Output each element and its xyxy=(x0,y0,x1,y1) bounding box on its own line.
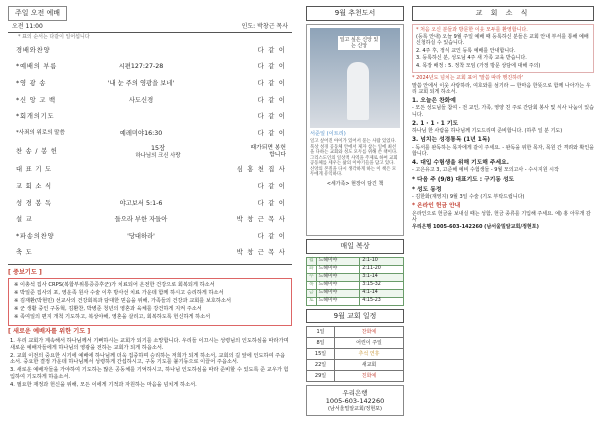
divider xyxy=(8,264,292,265)
schedule-table xyxy=(306,326,404,382)
news-line: * 처음 오신 분들과 방문한 이웃 모두를 환영합니다. xyxy=(416,26,528,33)
order-person: 때가되면 봉헌 합니다 xyxy=(250,144,286,159)
order-label: 경배와찬양 xyxy=(16,46,51,54)
table-row xyxy=(307,338,404,349)
order-label: *신 앙 고 백 xyxy=(16,96,56,104)
order-label: *영 광 송 xyxy=(16,80,47,88)
schedule-date: 15일 xyxy=(307,349,335,360)
order-person: 박 창 근 목 사 xyxy=(236,249,286,257)
reading-ref: 2:11-20 xyxy=(360,265,404,273)
welcome-item: 3. 새로운 예배자들을 가야하여 기도하는 많은 공동체를 기억하시고, 하나님 인도하심을 따라 준비할 수 있도록 준 교우가 힘입하여 기도하게 하옵소서. xyxy=(10,367,289,380)
order-detail: 시편127:27-28 xyxy=(118,63,164,71)
reading-day: 토 xyxy=(307,297,317,305)
prayer-item: ※ 박일준 집사의 포, 영운족 원사 수술 이후 방사선 치료 가운데 함께 하시고 승리하게 하소서 xyxy=(14,290,224,297)
prayer-item: ※ 김재환(박현민) 선교사의 건강회복과 담대한 믿음을 위해, 가족들의 건강과 교회를 보호하소서 xyxy=(14,298,231,305)
schedule-date: 8일 xyxy=(307,338,335,349)
reading-ref: 2:1-10 xyxy=(360,257,404,265)
table-row xyxy=(307,371,404,382)
table-row xyxy=(307,281,404,289)
church-news xyxy=(412,6,594,416)
order-person: 다 같 이 xyxy=(257,46,286,54)
bank-name: 우리은행 xyxy=(342,389,368,398)
order-person: 다 같 이 xyxy=(257,199,286,207)
welcome-title: [ 새로운 예배자를 위한 기도 ] xyxy=(8,328,91,336)
schedule-event: 추석 연휴 xyxy=(335,349,404,360)
schedule-date: 1일 xyxy=(307,327,335,338)
reading-book: 느헤미야 xyxy=(316,281,360,289)
order-row xyxy=(8,179,292,196)
bank-owner: (남서울밀알교회/정현포) xyxy=(328,405,382,412)
table-row xyxy=(307,273,404,281)
prayer-title: [ 중보기도 ] xyxy=(8,268,42,276)
table-row xyxy=(307,349,404,360)
news-item-title: * 다음 주 (9/8) 대표기도 : 구기동 성도 xyxy=(412,176,515,183)
reading-head: 매일 복상 xyxy=(306,239,404,254)
news-head: 교 회 소 식 xyxy=(412,6,594,21)
news-item-text: 하나님 한 사람을 하나님께 기도드리며 준비합니다. (하루 일 분 기도) xyxy=(412,128,563,135)
table-row xyxy=(307,327,404,338)
order-person: 다 같 이 xyxy=(257,96,286,104)
order-row xyxy=(8,228,292,245)
reading-day: 월 xyxy=(307,257,317,265)
book-recommendation xyxy=(306,24,404,236)
schedule-head: 9월 교회 일정 xyxy=(306,309,404,324)
order-person: 다 같 이 xyxy=(257,183,286,191)
welcome-notice xyxy=(412,24,594,73)
news-item-title: 1. 오늘은 찬화예 xyxy=(412,98,456,105)
order-detail: '당대하라' xyxy=(127,232,155,240)
service-time: 오전 11:00 xyxy=(12,22,43,30)
table-row xyxy=(307,360,404,371)
reading-day: 금 xyxy=(307,289,317,297)
reading-book: 느헤미야 xyxy=(316,289,360,297)
prayer-item: ※ 군 생활 중인 구동혁, 김환찬, 박병준 청년의 영혼과 육체를 강건하게 지켜 주소서 xyxy=(14,306,202,313)
order-row xyxy=(8,76,292,93)
order-row xyxy=(8,245,292,262)
order-person: 다 같 이 xyxy=(257,232,286,240)
news-item-text: - 독서를 완독하는 목자에게 같이 주세요. - 완독을 위한 목자, 목원 간 격려와 확인을 합니다. xyxy=(412,144,595,157)
bank-account: 1005-603-142260 xyxy=(325,397,385,406)
worship-order xyxy=(8,43,292,262)
order-label: 교 회 소 식 xyxy=(16,183,52,191)
news-item-text: 온라인으로 헌금을 보내실 때는 성함, 헌금 종류를 기입해 주세요. 예) 홍 아무개 감사 xyxy=(412,210,591,223)
welcome-item: 4. 필요한 재정과 헌신을 위해, 모든 이에게 기적과 자원하는 마음을 넘치게 하소서. xyxy=(10,381,197,388)
order-label: *회개의기도 xyxy=(16,113,55,121)
order-row xyxy=(8,195,292,212)
order-person: 다 같 이 xyxy=(257,113,286,121)
prayer-box xyxy=(8,278,292,326)
news-line: (등록 안내) 오늘 9월 주일 예배 때 등록하신 분들은 교회 안내 부서를 통해 예배 신청하실 수 있습니다. xyxy=(416,34,589,47)
welcome-item: 1. 우리 교회가 계속해서 하나님께서 기뻐하시는 교회가 되기를 소망합니다. 우리들 이끄시는 성령님의 인도하심을 따라가며 새로운 예배자들에게 하나님의 영광을 전하는 교회가 되게 하옵소서. xyxy=(10,338,289,351)
reading-ref: 3:15-32 xyxy=(360,281,404,289)
schedule-event: 어린이 주일 xyxy=(335,338,404,349)
order-row xyxy=(8,142,292,162)
prayer-item: ※ 이총석 집사 CRPS(복합부위통증증후군)가 치료되어 온전한 건강으로 회복되게 하소서 xyxy=(14,282,215,289)
book-cover-title: 일고 싶은 신앙 있는 신앙 xyxy=(339,36,379,49)
table-row xyxy=(307,257,404,265)
motto-text: 말씀 안에서 이웃 사랑하라, 여호와를 섬기라 — 한마음 한뜻으로 함께 나아가는 우리 교회 되게 하소서. xyxy=(412,82,591,95)
order-detail: '내 눈 주의 영광을 보네' xyxy=(107,80,175,88)
order-row xyxy=(8,43,292,60)
hymn-title: 하나님의 크신 사랑 xyxy=(135,152,181,159)
welcome-item: 2. 교회 이전의 중요한 시기에 예배에 하나님께 더욱 집중하며 승리하는 저희가 되게 하소서, 교회의 길 앞에 인도하여 주옵소서. 중요한 결정 가운데 하나님께서 성령하게 간섭하시고, 구동 기도를 붙기동으로 이끌어 주옵소서. xyxy=(10,352,286,366)
order-person: 심 홍 천 집 사 xyxy=(236,166,286,174)
service-leader: 인도: 박창근 목사 xyxy=(241,22,288,30)
reading-book: 느헤미야 xyxy=(316,273,360,281)
table-row xyxy=(307,297,404,305)
order-label: *파송의찬양 xyxy=(16,232,55,240)
order-label: *예배의 부름 xyxy=(16,63,58,71)
reading-day: 수 xyxy=(307,273,317,281)
order-detail xyxy=(70,145,246,160)
standing-note: * 표의 순서는 다같이 일어섭니다 xyxy=(18,34,90,41)
order-label: 성 경 봉 독 xyxy=(16,199,52,207)
order-row xyxy=(8,212,292,229)
news-line: 3. 등록하신 분, 성도님 4주 새 가족 교육 받습니다. xyxy=(416,55,527,62)
reading-day: 목 xyxy=(307,281,317,289)
order-detail: 예레미야16:30 xyxy=(119,129,163,137)
table-row xyxy=(307,289,404,297)
schedule-event: 찬화예 xyxy=(335,327,404,338)
schedule-section xyxy=(306,309,404,383)
schedule-event: 새교회 xyxy=(335,360,404,371)
order-label: 찬 송 / 봉 헌 xyxy=(16,148,58,156)
welcome-box xyxy=(8,338,292,388)
order-detail: 사도신경 xyxy=(128,96,154,104)
church-motto: * 2024년도 넘치는 교회 표어 '말씀 따라 행진하라' xyxy=(412,75,524,82)
news-item-title: 2. 1 · 1 · 1 기도 xyxy=(412,120,459,127)
bulletin-right-page xyxy=(300,0,600,425)
order-detail: 야고보서 5:1-6 xyxy=(119,199,163,207)
book-cover-image xyxy=(310,28,400,128)
prayer-item: ※ 족여일의 편지 개척 기도하고, 복상야해, 영혼을 살리고, 회복하도록 헌신하게 하소서 xyxy=(14,314,211,321)
service-title-tab: 주일 오전 예배 xyxy=(8,6,67,21)
order-row xyxy=(8,109,292,126)
order-row xyxy=(8,162,292,179)
table-row xyxy=(307,265,404,273)
news-item-title: * 온라인 헌금 안내 xyxy=(412,203,461,210)
book-title: 서준일 (이트리) xyxy=(310,130,346,137)
bank-box xyxy=(306,385,404,416)
news-item-title: * 성도 동정 xyxy=(412,186,442,193)
order-row xyxy=(8,59,292,76)
bank-line: 우리은행 1005-603-142260 (남서울밀알교회/정현포) xyxy=(412,224,539,231)
reading-day: 화 xyxy=(307,265,317,273)
daily-reading xyxy=(306,239,404,306)
book-description: 일고 싶어진 아이가 있어서 묻는 사람 있었다. 묵상 성경 공동체 안에서 제자 삼는 일에 최선을 다하는 교회와 성도 모두를 위해 쓴 책이다. 그리스도인의 일상적 사역을 주제로 하여 교회 공동체를 세우는 삶의 이야기들을 담고 있다. 신앙의 본질을 다시 생각하게 하는 이 책은 모두에게 유익하다. xyxy=(310,139,398,178)
service-header xyxy=(8,21,292,34)
order-person: 다 같 이 xyxy=(257,63,286,71)
book-head: 9월 추천도서 xyxy=(306,6,404,21)
order-label: *사죄의 위로의 말씀 xyxy=(16,130,65,137)
reading-book: 느헤미야 xyxy=(316,257,360,265)
hymn-number: 15장 xyxy=(150,144,166,152)
order-label: 설 교 xyxy=(16,216,33,224)
schedule-event: 친화예 xyxy=(335,371,404,382)
order-row xyxy=(8,92,292,109)
schedule-date: 29일 xyxy=(307,371,335,382)
cover-person-figure xyxy=(347,62,369,120)
book-link[interactable]: <세가족> 현장이 담긴 책 xyxy=(326,180,384,187)
news-item-text: - 김한화(재영지) 9월 3일 수술 (기도 부탁드립니다) xyxy=(412,194,525,201)
news-line: 2. 4주 후, 정식 교인 등록 예배를 안내합니다. xyxy=(416,47,516,54)
news-item-text: - 모든 성도님들 참여 - 전 교인, 가족, 영양 친 주로 간담회 봉사 및 식사 나눔이 있습니다. xyxy=(412,105,594,118)
order-person: 다 같 이 xyxy=(257,80,286,88)
news-item-title: 3. 넘치는 성경통독 (1년 1독) xyxy=(412,137,491,144)
order-person: 다 같 이 xyxy=(257,129,286,137)
news-item-text: - 고은유고 3, 고준해 예비 수험생들 - 9월 모의고사 - 수시지원 시작 xyxy=(412,167,559,174)
left-column xyxy=(306,6,404,416)
order-label: 대 표 기 도 xyxy=(16,166,52,174)
order-detail: 들으라 부한 자들아 xyxy=(114,216,168,224)
order-person: 박 창 근 목 사 xyxy=(236,216,286,224)
news-line: 4. 목장 배정 : 5. 정착 모임 (가정 방문 상담에 대해 주의) xyxy=(416,62,541,69)
reading-table xyxy=(306,257,404,306)
reading-book: 느헤미야 xyxy=(316,265,360,273)
reading-ref: 4:1-14 xyxy=(360,289,404,297)
order-row xyxy=(8,125,292,142)
reading-ref: 4:15-23 xyxy=(360,297,404,305)
order-label: 축 도 xyxy=(16,249,33,257)
schedule-date: 22일 xyxy=(307,360,335,371)
reading-book: 느헤미야 xyxy=(316,297,360,305)
news-item-title: 4. 대입 수험생을 위해 기도해 주세요. xyxy=(412,160,509,167)
reading-ref: 3:1-14 xyxy=(360,273,404,281)
